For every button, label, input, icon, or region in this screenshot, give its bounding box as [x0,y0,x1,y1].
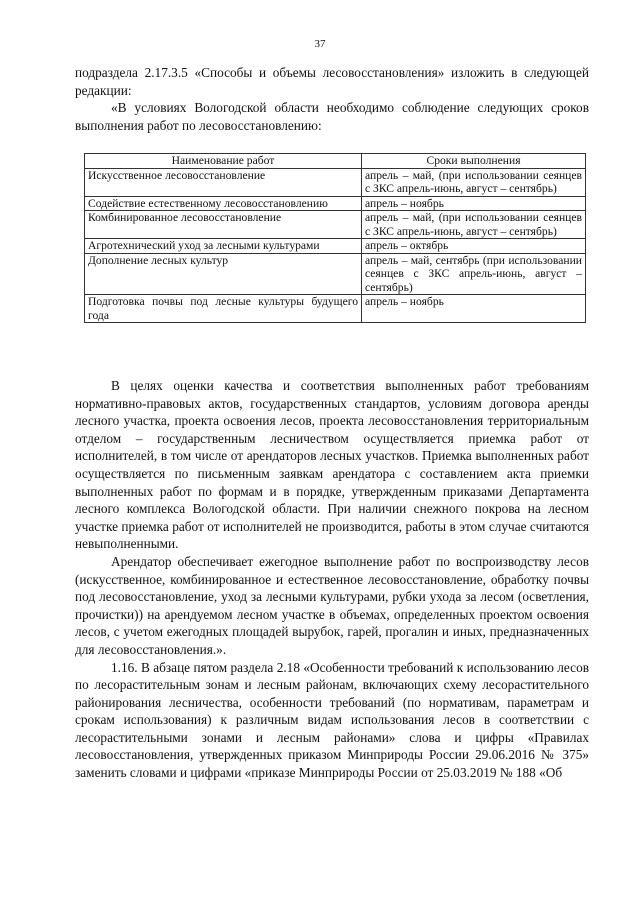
work-term-cell: апрель – май, (при использовании сеянцев с ЗКС апрель-июнь, август – сентябрь) [362,168,586,196]
table-row [85,168,586,196]
body-block [75,377,589,782]
work-name-cell: Содействие естественному лесовосстановлению [85,196,362,211]
work-term-cell: апрель – октябрь [362,239,586,254]
intro-paragraph-2: «В условиях Вологодской области необходимо соблюдение следующих сроков выполнения работ по лесовосстановлению: [75,100,589,133]
table-row [85,211,586,239]
intro-paragraph-1: подраздела 2.17.3.5 «Способы и объемы лесовосстановления» изложить в следующей редакции: [75,65,589,98]
page-number: 37 [314,38,326,50]
body-paragraph-acceptance: В целях оценки качества и соответствия выполненных работ требованиям нормативно-правовых актов, государственных стандартов, условиям договора аренды лесного участка, проекта освоения лесов, проекта лесовосстановления территориальным отделом – государственным лесничеством осуществляется приемка работ от исполнителей, в том числе от арендаторов лесных участков. Приемка выполненных работ осуществляется по письменным заявкам арендатора с составлением акта приемки выполненных работ по формам и в порядке, утвержденным приказами Департамента лесного комплекса Вологодской области. При наличии снежного покрова на лесном участке приемка работ от исполнителей не производится, работы в этом случае считаются невыполненными. [75,378,589,552]
work-term-cell: апрель – май, сентябрь (при использовании сеянцев с ЗКС апрель-июнь, август – сентябрь) [362,253,586,295]
work-name-cell: Дополнение лесных культур [85,253,362,295]
header-deadlines: Сроки выполнения [362,154,586,169]
table-row [85,196,586,211]
table-row [85,253,586,295]
work-name-cell: Искусственное лесовосстановление [85,168,362,196]
work-name-cell: Подготовка почвы под лесные культуры будущего года [85,295,362,323]
body-paragraph-tenant: Арендатор обеспечивает ежегодное выполнение работ по воспроизводству лесов (искусственное, комбинированное и естественное лесовосстановление, обработку почвы под лесовосстановление, уход за лесными культурами, рубки ухода за лесом (осветления, прочистки)) на арендуемом лесном участке в объемах, определенных проектом освоения лесов, с учетом ежегодных площадей вырубок, гарей, прогалин и иных, предназначенных для лесовосстановления.». [75,553,589,657]
work-term-cell: апрель – ноябрь [362,295,586,323]
table-header-row [85,154,586,169]
work-term-cell: апрель – ноябрь [362,196,586,211]
header-work-name: Наименование работ [85,154,362,169]
intro-block [75,64,589,134]
works-schedule-table [84,153,586,323]
table-row [85,295,586,323]
body-paragraph-item-1-16: 1.16. В абзаце пятом раздела 2.18 «Особенности требований к использованию лесов по лесорастительным зонам и лесным районам, включающих схему лесорастительного районирования лесничества, особенности требований (по нормативам, параметрам и срокам использования) к различным видам использования лесов в соответствии с лесорастительными зонами и лесным районами» слова и цифры «Правилах лесовосстановления, утвержденных приказом Минприроды России 29.06.2016 № 375» заменить словами и цифрами «приказе Минприроды России от 25.03.2019 № 188 «Об [75,659,589,781]
table-row [85,239,586,254]
work-name-cell: Комбинированное лесовосстановление [85,211,362,239]
work-name-cell: Агротехнический уход за лесными культурами [85,239,362,254]
work-term-cell: апрель – май, (при использовании сеянцев с ЗКС апрель-июнь, август – сентябрь) [362,211,586,239]
